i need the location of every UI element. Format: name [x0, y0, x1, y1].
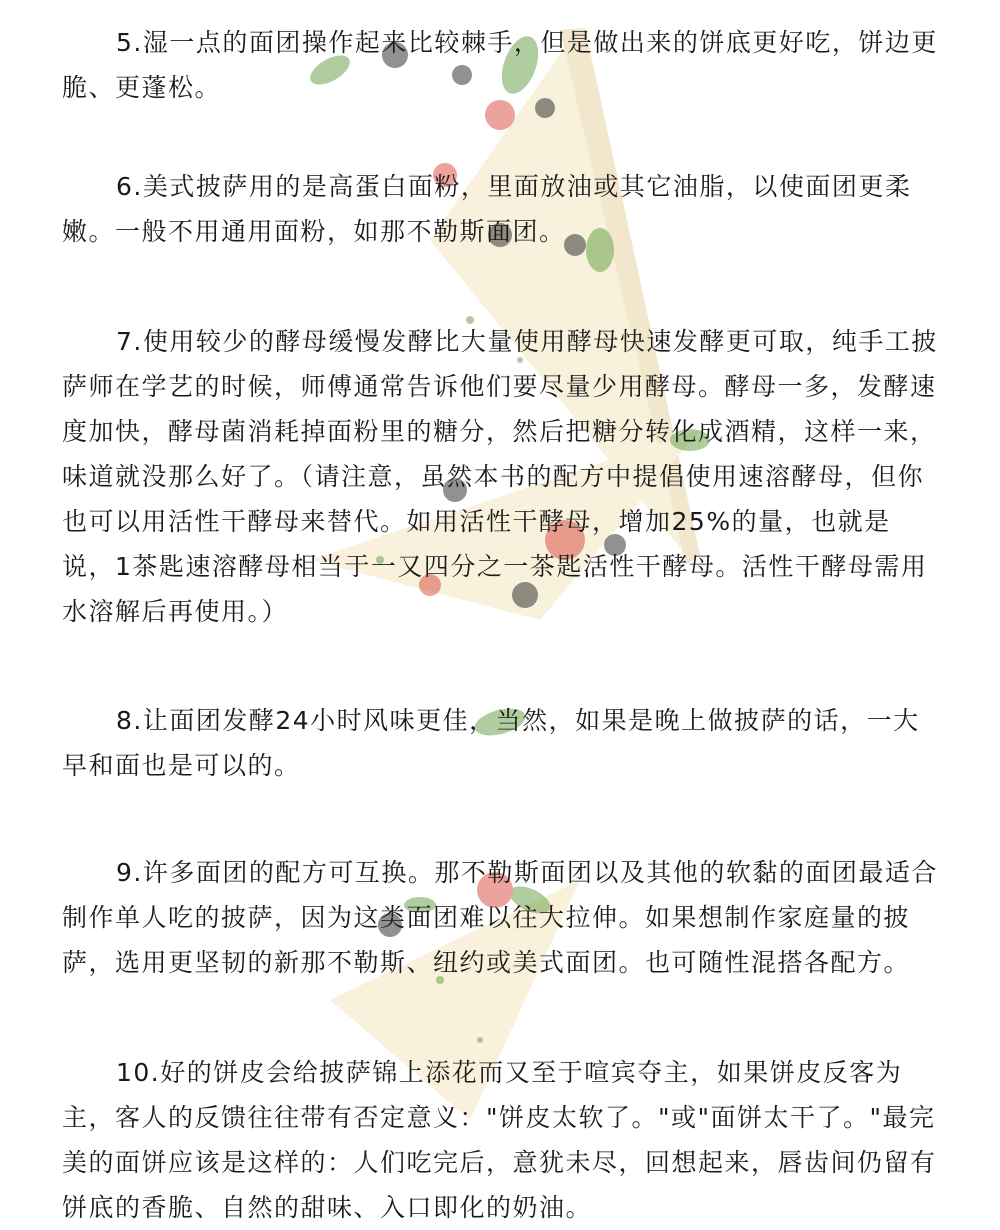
- tip-paragraph-8: 8.让面团发酵24小时风味更佳，当然，如果是晚上做披萨的话，一大早和面也是可以的。: [62, 706, 920, 780]
- article-body: [62, 20, 942, 1230]
- tip-paragraph-10: 10.好的饼皮会给披萨锦上添花而又至于喧宾夺主，如果饼皮反客为主，客人的反馈往往带有否定意义："饼皮太软了。"或"面饼太干了。"最完美的面饼应该是这样的：人们吃完后，意犹未尽，回想起来，唇齿间仍留有饼底的香脆、自然的甜味、入口即化的奶油。: [62, 1058, 937, 1222]
- tip-paragraph-7: 7.使用较少的酵母缓慢发酵比大量使用酵母快速发酵更可取，纯手工披萨师在学艺的时候，师傅通常告诉他们要尽量少用酵母。酵母一多，发酵速度加快，酵母菌消耗掉面粉里的糖分，然后把糖分转化成酒精，这样一来，味道就没那么好了。（请注意，虽然本书的配方中提倡使用速溶酵母，但你也可以用活性干酵母来替代。如用活性干酵母，增加25%的量，也就是说，1茶匙速溶酵母相当于一又四分之一茶匙活性干酵母。活性干酵母需用水溶解后再使用。）: [62, 327, 938, 626]
- tip-paragraph-9: 9.许多面团的配方可互换。那不勒斯面团以及其他的软黏的面团最适合制作单人吃的披萨，因为这类面团难以往大拉伸。如果想制作家庭量的披萨，选用更坚韧的新那不勒斯、纽约或美式面团。也可随性混搭各配方。: [62, 858, 938, 977]
- tip-paragraph-5: 5.湿一点的面团操作起来比较棘手，但是做出来的饼底更好吃，饼边更脆、更蓬松。: [62, 28, 938, 102]
- tip-paragraph-6: 6.美式披萨用的是高蛋白面粉，里面放油或其它油脂，以使面团更柔嫩。一般不用通用面粉，如那不勒斯面团。: [62, 172, 912, 246]
